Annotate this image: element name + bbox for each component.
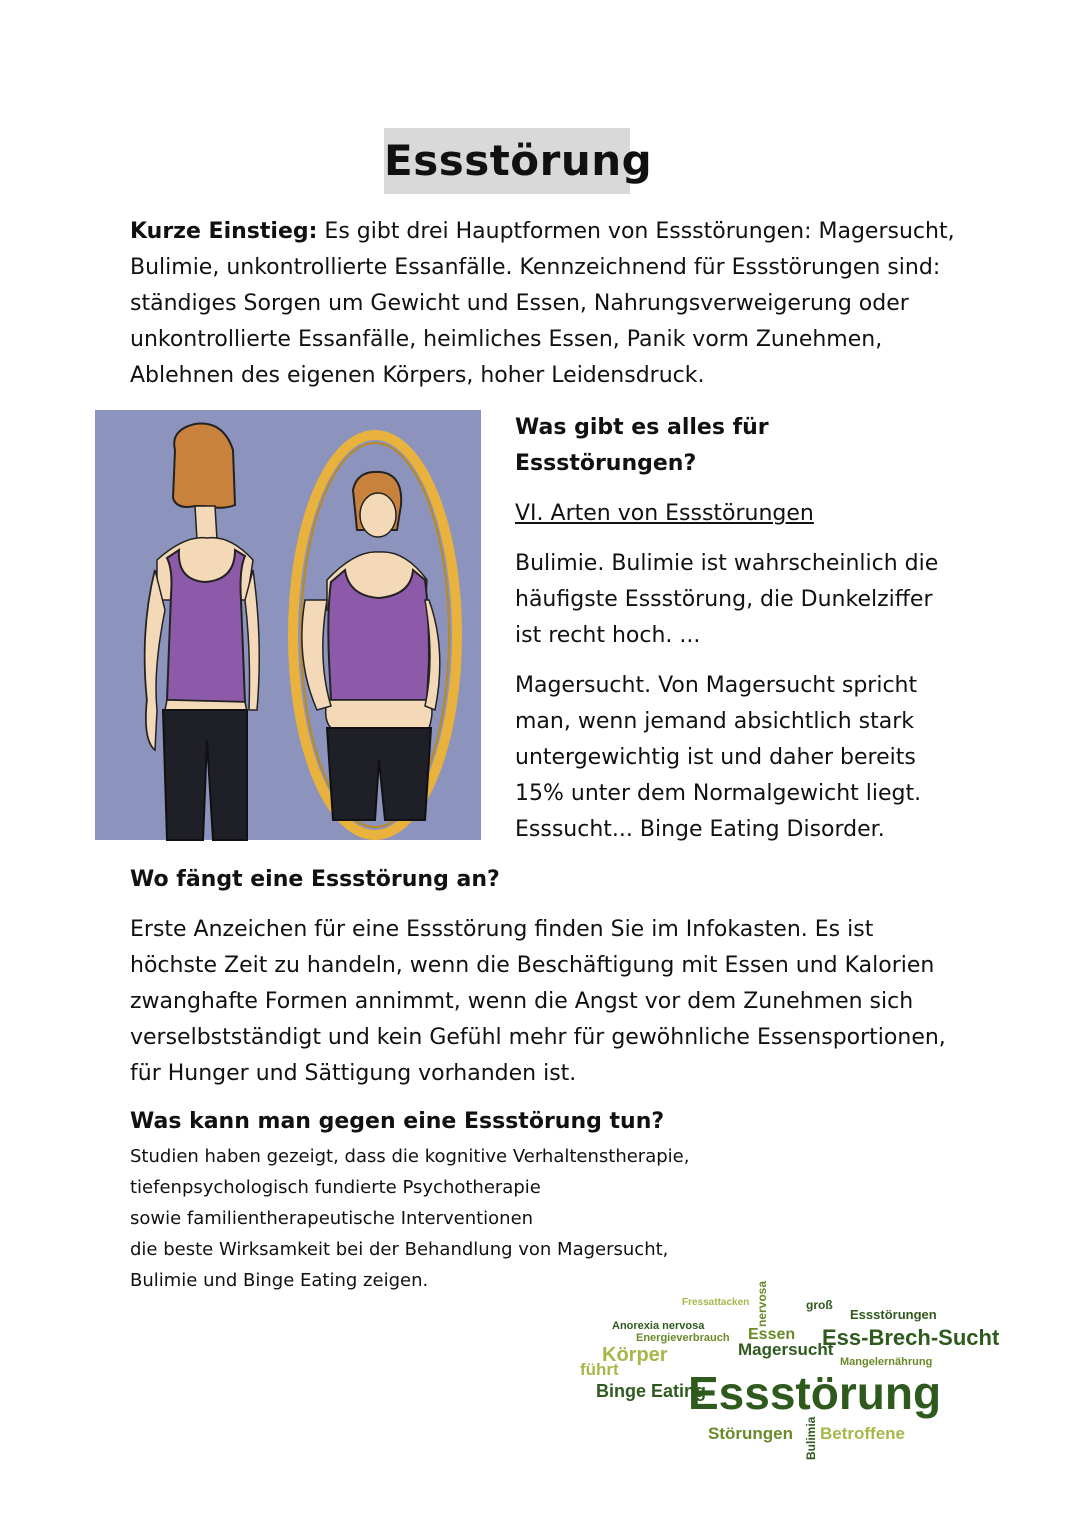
cloud-word: Anorexia nervosa — [612, 1320, 705, 1332]
cloud-word: führt — [580, 1360, 619, 1379]
types-subheading: VI. Arten von Essstörungen — [515, 501, 814, 526]
cloud-word: Körper — [602, 1344, 668, 1366]
bulimie-paragraph: Bulimie. Bulimie ist wahrscheinlich die häufigste Essstörung, die Dunkelziffer ist recht hoch. ... — [515, 551, 939, 648]
types-section — [515, 410, 955, 848]
therapy-paragraph — [130, 1141, 790, 1296]
page-title: Essstörung — [384, 128, 630, 194]
therapy-line: tiefenpsychologisch fundierte Psychotherapie — [130, 1177, 541, 1198]
cloud-word: Störungen — [708, 1424, 793, 1443]
intro-text: Es gibt drei Hauptformen von Essstörungen: Magersucht, Bulimie, unkontrollierte Essanfälle. Kennzeichnend für Essstörungen sind: ständiges Sorgen um Gewicht und Essen, Nahrungsverweigerung oder unkontrollierte Essanfälle, heimliches Essen, Panik vorm Zunehmen, Ablehnen des eigenen Körpers, hoher Leidensdruck. — [130, 219, 955, 388]
cloud-word: Betroffene — [820, 1424, 906, 1443]
intro-label: Kurze Einstieg: — [130, 219, 318, 244]
cloud-word: Energieverbrauch — [636, 1332, 730, 1344]
cloud-word: groß — [806, 1298, 833, 1312]
cloud-word: nervosa — [755, 1280, 769, 1327]
cloud-word: Essstörungen — [850, 1307, 937, 1322]
therapy-line: Studien haben gezeigt, dass die kognitive Verhaltenstherapie, — [130, 1146, 690, 1167]
cloud-word: Mangelernährung — [840, 1356, 933, 1368]
types-heading: Was gibt es alles für Essstörungen? — [515, 415, 769, 476]
magersucht-paragraph: Magersucht. Von Magersucht spricht man, wenn jemand absichtlich stark untergewichtig ist und daher bereits 15% unter dem Normalgewicht liegt. Esssucht... Binge Eating Disorder. — [515, 673, 922, 842]
therapy-line: die beste Wirksamkeit bei der Behandlung von Magersucht, — [130, 1239, 669, 1260]
intro-paragraph — [130, 214, 960, 394]
therapy-heading: Was kann man gegen eine Essstörung tun? — [130, 1109, 665, 1134]
cloud-word: Essstörung — [688, 1367, 942, 1419]
therapy-line: Bulimie und Binge Eating zeigen. — [130, 1270, 429, 1291]
word-cloud — [570, 1275, 1000, 1470]
cloud-word: Essen — [748, 1326, 796, 1343]
start-paragraph: Erste Anzeichen für eine Essstörung finden Sie im Infokasten. Es ist höchste Zeit zu handeln, wenn die Beschäftigung mit Essen und Kalorien zwanghafte Formen annimmt, wenn die Angst vor dem Zunehmen sich verselbstständigt und kein Gefühl mehr für gewöhnliche Essensportionen, für Hunger und Sättigung vorhanden ist. — [130, 917, 946, 1086]
mirror-illustration — [95, 410, 481, 840]
cloud-word: Magersucht — [738, 1340, 834, 1359]
cloud-word: Fressattacken — [682, 1297, 750, 1308]
start-heading: Wo fängt eine Essstörung an? — [130, 867, 500, 892]
cloud-word: Ess-Brech-Sucht — [822, 1325, 1000, 1350]
therapy-line: sowie familientherapeutische Interventionen — [130, 1208, 534, 1229]
cloud-word: Binge Eating — [596, 1381, 707, 1401]
cloud-word: Bulimia — [804, 1416, 818, 1460]
